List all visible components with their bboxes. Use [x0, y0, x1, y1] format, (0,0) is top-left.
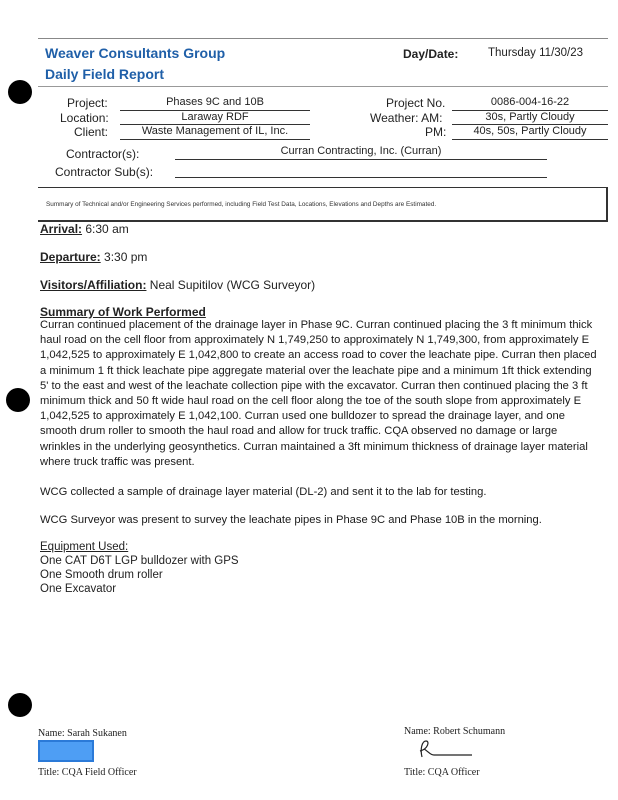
header-top-rule — [38, 38, 608, 39]
contractors-value: Curran Contracting, Inc. (Curran) — [280, 145, 442, 157]
work-paragraph-2: WCG collected a sample of drainage layer material (DL-2) and sent it to the lab for testing. — [40, 486, 487, 498]
work-paragraph-1: Curran continued placement of the drainage layer in Phase 9C. Curran continued placing the 3 ft minimum thick haul road on the cell floor from approximately N 1,749,250 to approximately N 1,749,300, from approximately E 1,042,525 to approximately E 1,042,800 to create an access road to cover the leachate pipe. Curran then placed a minimum 1 ft thick leachate pipe aggregate material over the leachate pipe and a minimum 1ft thick extending 5' to the east and west of the leachate collection pipe with the excavator. Curran then continued placing the 3 ft minimum thick and 50 ft wide haul road on the cell floor along the toe of the south slope from approximately E 1,042,525 to approximately E 1,042,100. Curran used one bulldozer to spread the drainage layer, and one smooth drum roller to smooth the haul road and allow for truck traffic. CQA observed no damage or large wrinkles in the underlying geosynthetics. Curran maintained a 3ft minimum thickness of drainage layer material where truck traffic was present. — [40, 319, 597, 468]
arrival-value: 6:30 am — [85, 222, 129, 236]
contractor-subs-label: Contractor Sub(s): — [55, 165, 154, 179]
location-label: Location: — [60, 111, 109, 125]
right-signer-title: Title: CQA Officer — [404, 767, 480, 778]
weather-am-label: Weather: AM: — [370, 111, 443, 125]
location-value: Laraway RDF — [181, 111, 249, 123]
work-heading: Summary of Work Performed — [40, 305, 206, 319]
equipment-heading: Equipment Used: — [40, 541, 129, 553]
contractor-subs-underline — [175, 177, 547, 178]
visitors-label: Visitors/Affiliation: — [40, 278, 147, 292]
header-bottom-rule — [38, 86, 608, 87]
contractors-underline — [175, 159, 547, 160]
departure-value: 3:30 pm — [104, 250, 148, 264]
equipment-item: One CAT D6T LGP bulldozer with GPS — [40, 555, 239, 567]
left-signer-title: Title: CQA Field Officer — [38, 767, 137, 778]
weather-pm-label: PM: — [425, 125, 447, 139]
summary-note: Summary of Technical and/or Engineering Services performed, including Field Test Data, Locations, Elevations and Depths are Estimated. — [46, 201, 437, 208]
weather-pm-underline — [452, 139, 608, 140]
punch-hole-bottom — [8, 693, 32, 717]
departure-label: Departure: — [40, 250, 101, 264]
right-signature-scribble — [414, 737, 476, 761]
project-label: Project: — [67, 96, 108, 110]
day-date-label: Day/Date: — [403, 47, 459, 61]
punch-hole-middle — [6, 388, 30, 412]
left-signer-name: Name: Sarah Sukanen — [38, 728, 127, 739]
project-no-label: Project No. — [386, 96, 446, 110]
departure-row — [40, 250, 147, 264]
project-no-value: 0086-004-16-22 — [490, 96, 570, 108]
day-date-value: Thursday 11/30/23 — [488, 47, 584, 59]
work-paragraph-3: WCG Surveyor was present to survey the leachate pipes in Phase 9C and Phase 10B in the morning. — [40, 514, 542, 526]
arrival-label: Arrival: — [40, 222, 83, 236]
punch-hole-top — [8, 80, 32, 104]
equipment-item: One Excavator — [40, 583, 117, 595]
client-underline — [120, 139, 310, 140]
client-label: Client: — [74, 125, 109, 139]
client-value: Waste Management of IL, Inc. — [141, 125, 289, 137]
weather-pm-value: 40s, 50s, Partly Cloudy — [473, 125, 587, 137]
contractors-label: Contractor(s): — [66, 147, 140, 161]
left-signature-redacted — [38, 740, 94, 762]
company-name: Weaver Consultants Group — [45, 45, 226, 61]
equipment-item: One Smooth drum roller — [40, 569, 163, 581]
visitors-value: Neal Supitilov (WCG Surveyor) — [149, 278, 316, 292]
right-signer-name: Name: Robert Schumann — [404, 726, 506, 737]
project-value: Phases 9C and 10B — [166, 96, 264, 108]
visitors-row — [40, 278, 315, 292]
arrival-row — [40, 222, 129, 236]
report-title: Daily Field Report — [45, 66, 165, 82]
weather-am-value: 30s, Partly Cloudy — [485, 111, 575, 123]
